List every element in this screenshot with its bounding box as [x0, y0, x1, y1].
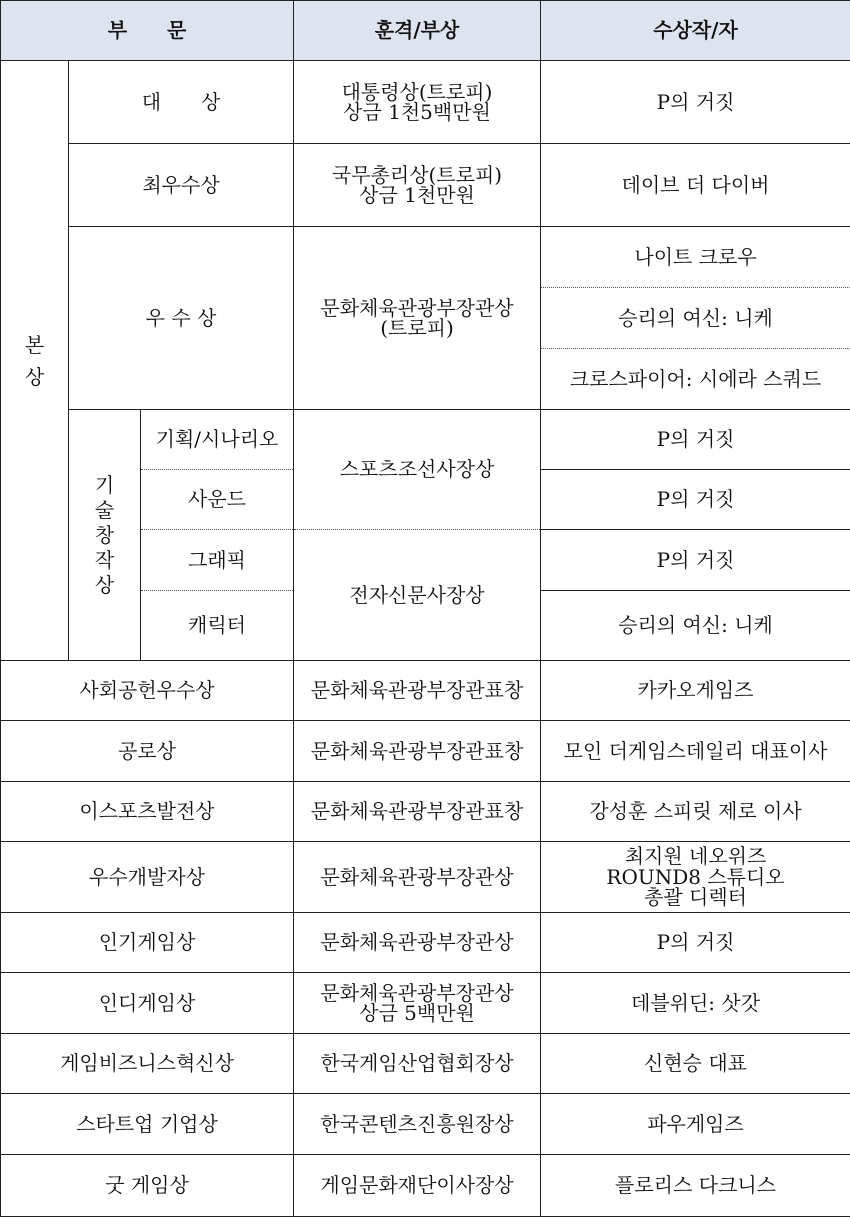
category-other: 우수개발자상: [1, 842, 294, 913]
tech-sub-character: 캐릭터: [141, 591, 294, 661]
table-row: [1, 913, 850, 973]
winner-excellence-1: 나이트 크로우: [541, 227, 850, 288]
winner-other: P의 거짓: [541, 913, 850, 973]
winner-other: 강성훈 스피릿 제로 이사: [541, 782, 850, 842]
table-row: [1, 1094, 850, 1155]
winner-tech-character: 승리의 여신: 니케: [541, 591, 850, 661]
award-tech-b: 전자신문사장상: [294, 530, 541, 661]
winner-other: 최지원 네오위즈 ROUND8 스튜디오 총괄 디렉터: [541, 842, 850, 913]
winner-other: 카카오게임즈: [541, 661, 850, 721]
winner-other: 신현승 대표: [541, 1034, 850, 1094]
header-award: 훈격/부상: [294, 1, 541, 61]
award-other: 한국게임산업협회장상: [294, 1034, 541, 1094]
winner-other: 플로리스 다크니스: [541, 1155, 850, 1217]
table-row: [1, 721, 850, 782]
winner-top-excellence: 데이브 더 다이버: [541, 144, 850, 227]
winner-other: 모인 더게임스데일리 대표이사: [541, 721, 850, 782]
table-row: [1, 227, 850, 288]
table-row: [1, 973, 850, 1034]
award-tech-a: 스포츠조선사장상: [294, 410, 541, 530]
category-grand: 대 상: [69, 61, 294, 144]
award-other: 문화체육관광부장관표창: [294, 782, 541, 842]
header-winner: 수상작/자: [541, 1, 850, 61]
table-row: [1, 410, 850, 470]
award-grand: 대통령상(트로피) 상금 1천5백만원: [294, 61, 541, 144]
category-other: 공로상: [1, 721, 294, 782]
award-other: 한국콘텐츠진흥원장상: [294, 1094, 541, 1155]
table-row: [1, 61, 850, 144]
award-other: 게임문화재단이사장상: [294, 1155, 541, 1217]
winner-excellence-2: 승리의 여신: 니케: [541, 288, 850, 349]
category-excellence: 우 수 상: [69, 227, 294, 410]
award-other: 문화체육관광부장관표창: [294, 721, 541, 782]
table-row: [1, 782, 850, 842]
category-other: 인디게임상: [1, 973, 294, 1034]
category-other: 인기게임상: [1, 913, 294, 973]
table-row: [1, 661, 850, 721]
table-row: [1, 144, 850, 227]
category-other: 스타트업 기업상: [1, 1094, 294, 1155]
category-other: 게임비즈니스혁신상: [1, 1034, 294, 1094]
winner-grand: P의 거짓: [541, 61, 850, 144]
tech-sub-graphic: 그래픽: [141, 530, 294, 591]
award-top-excellence: 국무총리상(트로피) 상금 1천만원: [294, 144, 541, 227]
category-other: 사회공헌우수상: [1, 661, 294, 721]
winner-other: 파우게임즈: [541, 1094, 850, 1155]
table-row: [1, 842, 850, 913]
category-other: 이스포츠발전상: [1, 782, 294, 842]
category-top-excellence: 최우수상: [69, 144, 294, 227]
winner-excellence-3: 크로스파이어: 시에라 스쿼드: [541, 349, 850, 410]
header-category: 부 문: [1, 1, 294, 61]
tech-sub-sound: 사운드: [141, 470, 294, 530]
category-other: 굿 게임상: [1, 1155, 294, 1217]
award-other: 문화체육관광부장관상: [294, 913, 541, 973]
winner-tech-planning: P의 거짓: [541, 410, 850, 470]
award-excellence: 문화체육관광부장관상 (트로피): [294, 227, 541, 410]
winner-tech-graphic: P의 거짓: [541, 530, 850, 591]
header-row: [1, 1, 850, 61]
award-other: 문화체육관광부장관상 상금 5백만원: [294, 973, 541, 1034]
award-other: 문화체육관광부장관표창: [294, 661, 541, 721]
winner-other: 데블위딘: 삿갓: [541, 973, 850, 1034]
table-row: [1, 1034, 850, 1094]
table-row: [1, 1155, 850, 1217]
tech-sub-planning: 기획/시나리오: [141, 410, 294, 470]
main-award-label: 본 상: [1, 61, 69, 661]
winner-tech-sound: P의 거짓: [541, 470, 850, 530]
award-other: 문화체육관광부장관상: [294, 842, 541, 913]
tech-award-label: 기술창작상: [69, 410, 141, 661]
